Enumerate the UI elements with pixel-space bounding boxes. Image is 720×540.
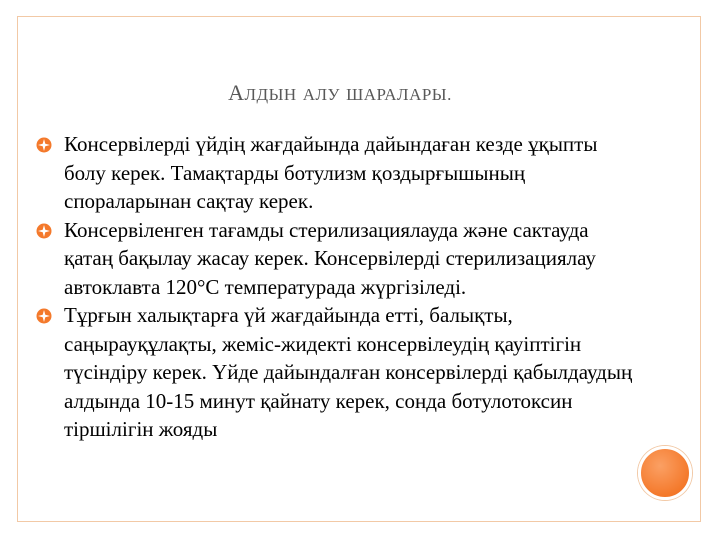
bullet-text: Консервілерді үйдің жағдайында дайындаған кезде ұқыпты болу керек. Тамақтарды ботулизм қоздырғышының спораларынан сақтау керек. <box>64 132 598 213</box>
slide-title <box>0 80 680 106</box>
title-word-2: АЛУ <box>302 85 341 104</box>
four-point-star-bullet-icon <box>36 137 52 153</box>
bullet-text: Консервіленген тағамды стерилизациялауда және сактауда қатаң бақылау жасау керек. Консервілерді стерилизациялау автоклавта 120°С температурада жүргізіледі. <box>64 217 596 299</box>
bullet-list <box>36 130 636 444</box>
decorative-orange-circle <box>638 446 692 500</box>
title-period: . <box>447 85 452 104</box>
title-word-3: ШАРАЛАРЫ <box>346 85 448 104</box>
title-word-1-rest: ЛДЫН <box>244 85 297 104</box>
bullet-item <box>36 301 636 444</box>
four-point-star-bullet-icon <box>36 308 52 324</box>
title-first-letter: А <box>228 80 245 105</box>
bullet-text: Тұрғын халықтарға үй жағдайында етті, балықты, саңырауқұлақты, жеміс-жидекті консервілеудің қауіптігін түсіндіру керек. Үйде дайындалған консервілерді қабылдаудың алдында 10-15 минут қайнату керек, сонда ботулотоксин тіршілігін жояды <box>64 303 633 441</box>
bullet-item <box>36 216 636 302</box>
bullet-item <box>36 130 636 216</box>
four-point-star-bullet-icon <box>36 223 52 239</box>
